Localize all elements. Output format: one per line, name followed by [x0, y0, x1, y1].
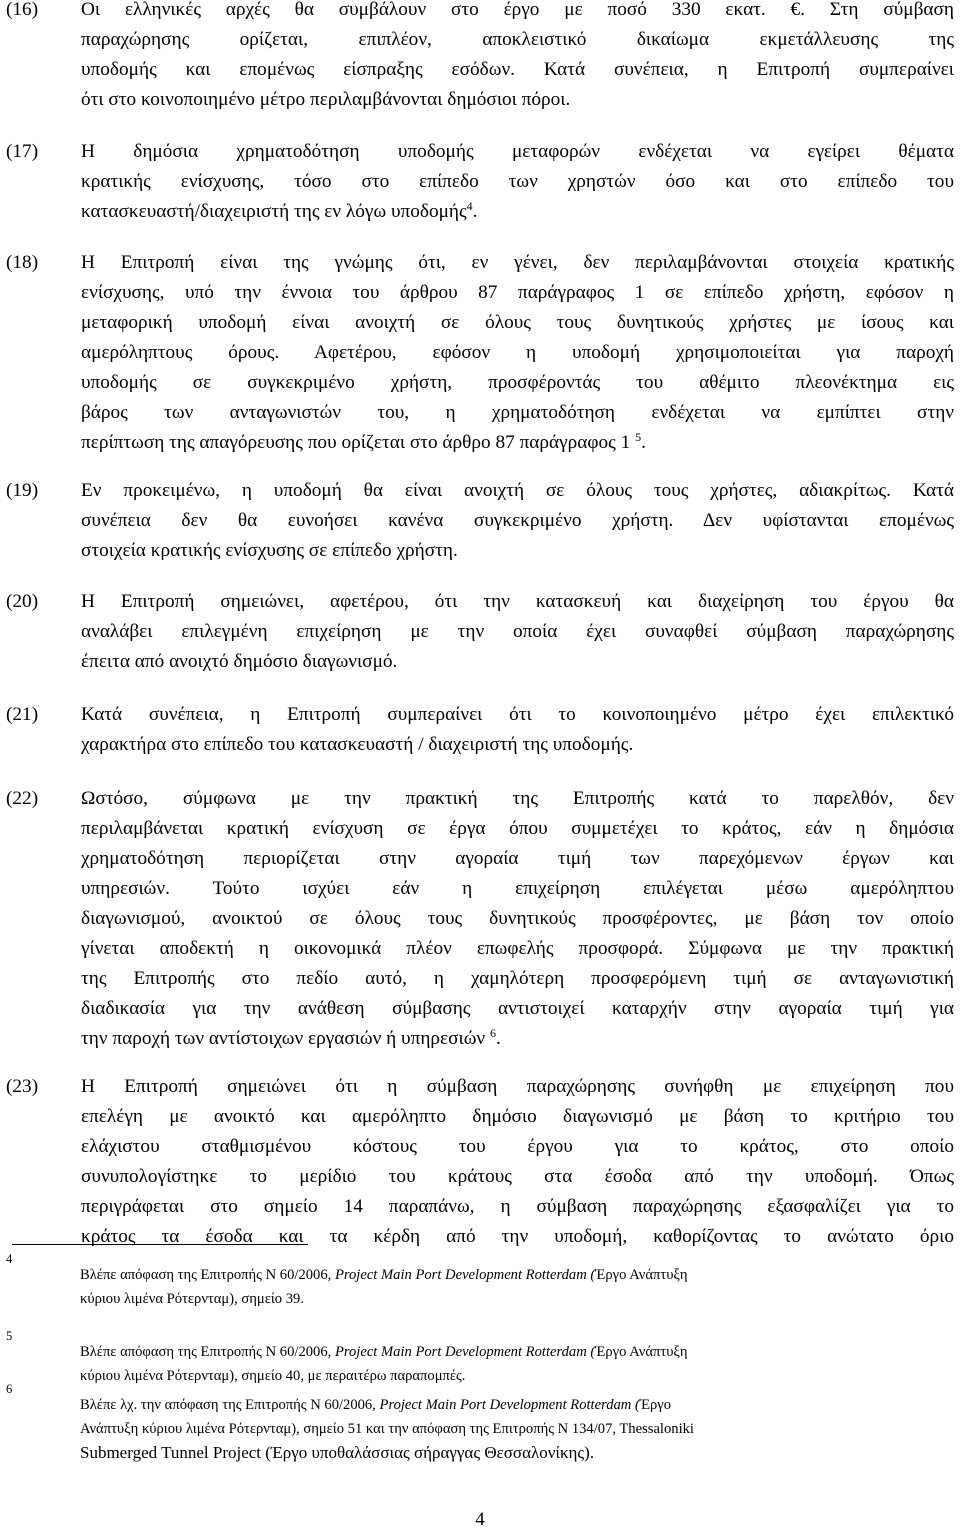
text-line: υποδομής σε συγκεκριμένο χρήστη, προσφέροντάς του αθέμιτο πλεονέκτημα εις [81, 372, 954, 393]
text-line: υπηρεσιών. Τούτο ισχύει εάν η επιχείρηση επιλέγεται μέσω αμερόληπτου [81, 878, 954, 899]
text-line: επελέγη με ανοικτό και αμερόληπτο δημόσιο διαγωνισμό με βάση το κριτήριο του [81, 1106, 954, 1127]
text-line: διαγωνισμού, ανοικτού σε όλους τους δυνητικούς προσφέροντες, με βάση τον οποίο [81, 908, 954, 929]
footnote-reference[interactable]: 6 [489, 1026, 496, 1040]
text-line: βάρος των ανταγωνιστών του, η χρηματοδότηση ενδέχεται να εμπίπτει στην [81, 402, 954, 423]
paragraph-23 [6, 1072, 954, 1252]
text-fragment: κατασκευαστή/διαχειριστή της εν λόγω υποδομής [81, 201, 467, 222]
text-line: ότι στο κοινοποιημένο μέτρο περιλαμβάνονται δημόσιοι πόροι. [81, 89, 571, 110]
paragraph-text [81, 248, 954, 458]
text-line: κράτος τα έσοδα και τα κέρδη από την υποδομή, καθορίζοντας το ανώτατο όριο [81, 1226, 954, 1247]
paragraph-number: (16) [6, 0, 39, 20]
text-line: Εν προκειμένω, η υποδομή θα είναι ανοιχτή σε όλους τους χρήστες, αδιακρίτως. Κατά [81, 480, 954, 501]
text-fragment: . [495, 1028, 501, 1049]
paragraph-text [81, 700, 954, 760]
footnote-marker: 6 [6, 1382, 13, 1396]
text-line: αναλάβει επιλεγμένη επιχείρηση με την οποία έχει συναφθεί σύμβαση παραχώρησης [81, 621, 954, 642]
footnote-reference[interactable]: 5 [635, 430, 642, 444]
text-line: Η Επιτροπή σημειώνει ότι η σύμβαση παραχώρησης συνήφθη με επιχείρηση που [81, 1076, 954, 1097]
paragraph-text [81, 476, 954, 566]
text-fragment: . [472, 201, 478, 222]
paragraph-20 [6, 587, 954, 677]
footnote-text [80, 1263, 954, 1311]
paragraph-number: (18) [6, 252, 39, 273]
text-line: Submerged Tunnel Project (Έργο υποθαλάσσιας σήραγγας Θεσσαλονίκης). [80, 1443, 595, 1462]
text-line: κύριου λιμένα Ρότερνταμ), σημείο 39. [80, 1291, 304, 1307]
text-line: μεταφορική υποδομή είναι ανοιχτή σε όλους τους δυνητικούς χρήστες με ίσους και [81, 312, 954, 333]
footnote-5 [6, 1329, 954, 1388]
text-line: περιλαμβάνεται κρατική ενίσχυση σε έργα όπου συμμετέχει το κράτος, εάν η δημόσια [81, 818, 954, 839]
footnote-separator [12, 1244, 308, 1245]
paragraph-text [81, 1072, 954, 1252]
text-line: υποδομής και επομένως είσπραξης εσόδων. Κατά συνέπεια, η Επιτροπή συμπεραίνει [81, 59, 954, 80]
text-line: κρατικής ενίσχυσης, τόσο στο επίπεδο των χρηστών όσο και στο επίπεδο του [81, 171, 954, 192]
text-fragment: Βλέπε απόφαση της Επιτροπής N 60/2006, [80, 1267, 335, 1283]
italic-title: Project Main Port Development Rotterdam ( [334, 1267, 596, 1283]
text-line [81, 428, 954, 458]
paragraph-number: (23) [6, 1076, 39, 1097]
text-fragment: Βλέπε απόφαση της Επιτροπής N 60/2006, [80, 1344, 335, 1360]
text-line: στοιχεία κρατικής ενίσχυσης σε επίπεδο χρήστη. [81, 540, 458, 561]
footnote-marker: 4 [6, 1252, 13, 1266]
text-line: χρηματοδότηση περιορίζεται στην αγοραία τιμή των παρεχόμενων έργων και [81, 848, 954, 869]
paragraph-22 [6, 784, 954, 1054]
text-line: συνυπολογίστηκε το μερίδιο του κράτους στα έσοδα από την υποδομή. Όπως [81, 1166, 954, 1187]
text-line: διαδικασία για την ανάθεση σύμβασης αντιστοιχεί καταρχήν στην αγοραία τιμή για [81, 998, 954, 1019]
text-fragment: Έργο Ανάπτυξη [595, 1267, 688, 1283]
text-line [81, 197, 954, 227]
text-fragment: Έργο [639, 1397, 672, 1413]
text-line: Ωστόσο, σύμφωνα με την πρακτική της Επιτροπής κατά το παρελθόν, δεν [81, 788, 954, 809]
italic-title: Project Main Port Development Rotterdam ( [379, 1397, 640, 1413]
page-number: 4 [475, 1509, 485, 1530]
paragraph-16 [6, 0, 954, 115]
text-line: ελάχιστου σταθμισμένου κόστους του έργου για το κράτος, στο οποίο [81, 1136, 954, 1157]
text-line: Κατά συνέπεια, η Επιτροπή συμπεραίνει ότι το κοινοποιημένο μέτρο έχει επιλεκτικό [81, 704, 954, 725]
text-line: συνέπεια δεν θα ευνοήσει κανένα συγκεκριμένο χρήστη. Δεν υφίστανται επομένως [81, 510, 954, 531]
paragraph-text [81, 137, 954, 227]
text-fragment: περίπτωση της απαγόρευσης που ορίζεται στο άρθρο 87 παράγραφος 1 [81, 432, 631, 453]
text-line [81, 1024, 954, 1054]
footnote-text [80, 1393, 954, 1465]
text-line: παραχώρησης ορίζεται, επιπλέον, αποκλειστικό δικαίωμα εκμετάλλευσης της [81, 29, 954, 50]
text-fragment: την παροχή των αντίστοιχων εργασιών ή υπηρεσιών [81, 1028, 486, 1049]
paragraph-number: (19) [6, 480, 39, 501]
paragraph-17 [6, 137, 954, 227]
text-line: περιγράφεται στο σημείο 14 παραπάνω, η σύμβαση παραχώρησης εξασφαλίζει για το [81, 1196, 954, 1217]
text-line [80, 1340, 954, 1364]
paragraph-text [81, 0, 954, 115]
text-line [80, 1263, 954, 1287]
paragraph-18 [6, 248, 954, 458]
italic-title: Project Main Port Development Rotterdam ( [334, 1344, 596, 1360]
text-fragment: . [641, 432, 646, 453]
text-line: Οι ελληνικές αρχές θα συμβάλουν στο έργο με ποσό 330 εκατ. €. Στη σύμβαση [81, 0, 954, 20]
footnote-marker: 5 [6, 1329, 13, 1343]
paragraph-text [81, 784, 954, 1054]
text-fragment: Έργο Ανάπτυξη [595, 1344, 688, 1360]
paragraph-number: (21) [6, 704, 39, 725]
paragraph-21 [6, 700, 954, 760]
text-line [80, 1393, 954, 1417]
text-line: Η δημόσια χρηματοδότηση υποδομής μεταφορών ενδέχεται να εγείρει θέματα [81, 141, 954, 162]
text-line: ενίσχυσης, υπό την έννοια του άρθρου 87 παράγραφος 1 σε επίπεδο χρήστη, εφόσον η [81, 282, 954, 303]
footnote-text [80, 1340, 954, 1388]
text-line: κύριου λιμένα Ρότερνταμ), σημείο 40, με περαιτέρω παραπομπές. [80, 1368, 466, 1384]
footnote-reference[interactable]: 4 [466, 199, 473, 213]
text-line: Ανάπτυξη κύριου λιμένα Ρότερνταμ), σημείο 51 και την απόφαση της Επιτροπής N 134/07, Thessaloniki [80, 1421, 694, 1437]
paragraph-text [81, 587, 954, 677]
paragraph-19 [6, 476, 954, 566]
text-line: της Επιτροπής στο πεδίο αυτό, η χαμηλότερη προσφερόμενη τιμή σε ανταγωνιστική [81, 968, 954, 989]
text-line: χαρακτήρα στο επίπεδο του κατασκευαστή / διαχειριστή της υποδομής. [81, 734, 634, 755]
paragraph-number: (20) [6, 591, 39, 612]
text-line: έπειτα από ανοιχτό δημόσιο διαγωνισμό. [81, 651, 398, 672]
text-fragment: Βλέπε λχ. την απόφαση της Επιτροπής N 60/2006, [80, 1397, 380, 1413]
paragraph-number: (17) [6, 141, 39, 162]
footnote-6 [6, 1382, 954, 1465]
paragraph-number: (22) [6, 788, 39, 809]
footnote-4 [6, 1252, 954, 1311]
text-line: Η Επιτροπή είναι της γνώμης ότι, εν γένει, δεν περιλαμβάνονται στοιχεία κρατικής [81, 252, 954, 273]
text-line: αμερόληπτους όρους. Αφετέρου, εφόσον η υποδομή χρησιμοποιείται για παροχή [81, 342, 954, 363]
text-line: Η Επιτροπή σημειώνει, αφετέρου, ότι την κατασκευή και διαχείρηση του έργου θα [81, 591, 954, 612]
text-line: γίνεται αποδεκτή η οικονομικά πλέον επωφελής προσφορά. Σύμφωνα με την πρακτική [81, 938, 954, 959]
